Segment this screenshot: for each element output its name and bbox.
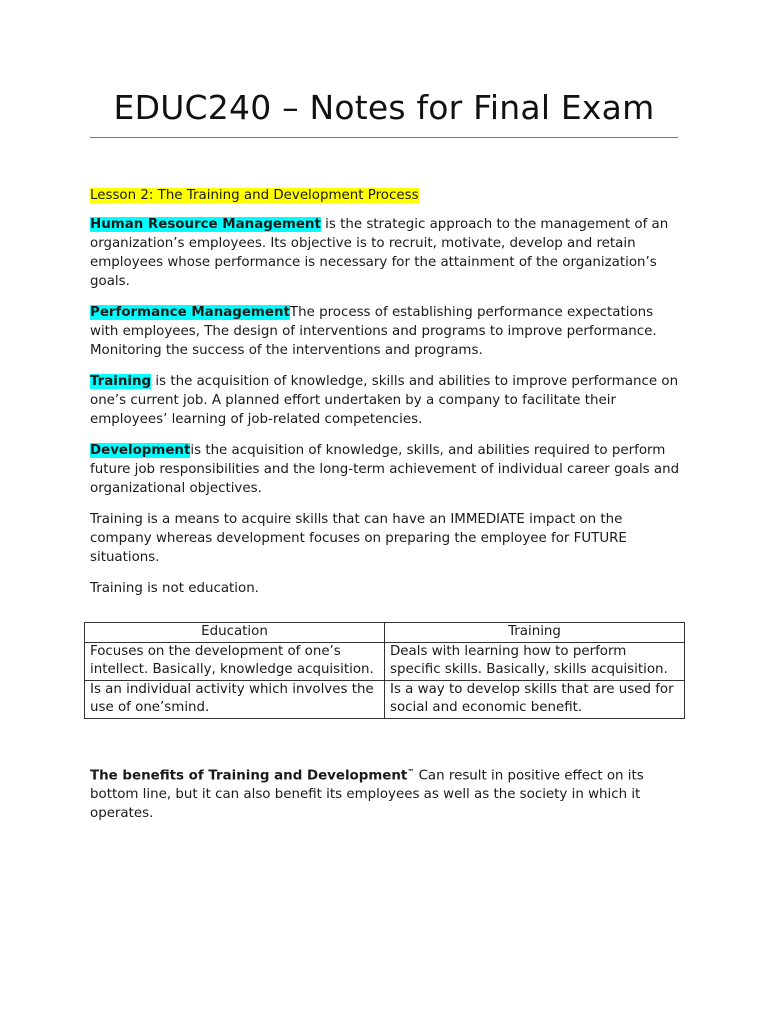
lesson-heading [90,186,682,205]
definition-training-text: is the acquisition of knowledge, skills and abilities to improve performance on one’s current job. A planned effort undertaken by a company to facilitate their employees’ learning of job-related competencies. [90,374,679,427]
term-development: Development [90,443,191,458]
benefits-text: Can result in positive effect on its bottom line, but it can also benefit its employees as well as the society in which it operates. [90,768,644,822]
table-row [85,680,685,718]
education-vs-training-table [84,622,685,719]
notes-body [90,186,682,610]
definition-training [90,372,682,429]
definition-performance-management [90,303,682,360]
table-cell: Deals with learning how to perform specific skills. Basically, skills acquisition. [385,642,685,680]
page-title: EDUC240 – Notes for Final Exam [113,88,655,127]
definition-development-text: is the acquisition of knowledge, skills, and abilities required to perform future job responsibilities and the long-term achievement of individual career goals and organizational objectives. [90,443,680,496]
benefits-paragraph [90,763,682,823]
definition-performance-management-text: The process of establishing performance expectations with employees, The design of interventions and programs to improve performance. Monitoring the success of the interventions and programs. [90,305,657,358]
table-row [85,642,685,680]
title-underline [90,137,678,138]
table-cell: Is an individual activity which involves the use of one’smind. [85,680,385,718]
definition-hrm [90,215,682,291]
table-header-training: Training [385,623,685,643]
benefits-heading: The benefits of Training and Development [90,768,408,784]
term-training: Training [90,374,152,389]
not-education-note: Training is not education. [90,581,259,596]
comparison-note: Training is a means to acquire skills that can have an IMMEDIATE impact on the company whereas development focuses on preparing the employee for FUTURE situations. [90,512,627,565]
table-header-education: Education [85,623,385,643]
term-performance-management: Performance Management [90,305,290,320]
lesson-heading-text: Lesson 2: The Training and Development Process [90,188,419,203]
definition-hrm-text: is the strategic approach to the management of an organization’s employees. Its objective is to recruit, motivate, develop and retain employees whose performance is necessary for the attainment of the organization’s goals. [90,217,669,289]
table-cell: Is a way to develop skills that are used for social and economic benefit. [385,680,685,718]
term-hrm: Human Resource Management [90,217,321,232]
table-cell: Focuses on the development of one’s intellect. Basically, knowledge acquisition. [85,642,385,680]
definition-development [90,441,682,498]
table-header-row [85,623,685,643]
trademark-mark: ™ [407,768,415,776]
